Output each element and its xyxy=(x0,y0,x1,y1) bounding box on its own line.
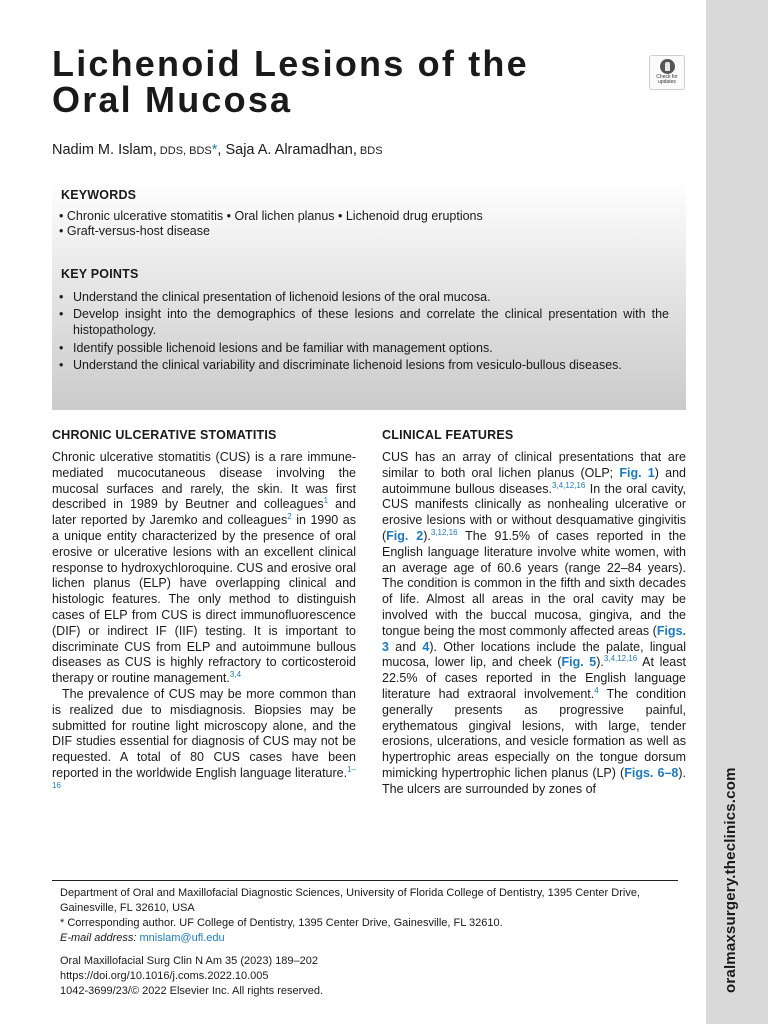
right-column xyxy=(382,428,686,798)
text-run: ) and autoimmune bullous diseases. xyxy=(382,465,686,496)
key-points-list xyxy=(59,290,669,375)
journal-info xyxy=(60,954,680,999)
reference-link[interactable]: 2 xyxy=(287,512,292,522)
key-point-item: • Understand the clinical variability and discriminate lichenoid lesions from vesiculo-bullous diseases. xyxy=(59,358,669,374)
affiliation-note: Department of Oral and Maxillofacial Diagnostic Sciences, University of Florida College of Dentistry, 1395 Center Drive, Gainesville, FL 32610, USA xyxy=(60,887,640,914)
text-run: In the oral cavity, CUS manifests clinically as nonhealing ulcerative or erosive lesions with or without desquamative gingivitis ( xyxy=(382,481,686,543)
keywords-keypoints-box xyxy=(52,180,686,410)
key-points-heading: KEY POINTS xyxy=(61,267,139,281)
section-heading-cus: CHRONIC ULCERATIVE STOMATITIS xyxy=(52,428,277,442)
doi-link[interactable]: https://doi.org/10.1016/j.coms.2022.10.005 xyxy=(60,970,269,982)
author-2-degrees: BDS xyxy=(356,145,383,157)
figure-link[interactable]: Fig. 2 xyxy=(386,528,424,543)
reference-link[interactable]: 3,4,12,16 xyxy=(603,654,638,664)
author-1-name: Nadim M. Islam, xyxy=(52,142,157,158)
key-point-item: • Develop insight into the demographics of these lesions and correlate the clinical presentation with the histopathology. xyxy=(59,307,669,339)
clinical-features-paragraph xyxy=(382,450,686,798)
keywords-heading: KEYWORDS xyxy=(61,188,137,202)
citation-line: Oral Maxillofacial Surg Clin N Am 35 (2023) 189–202 xyxy=(60,955,319,967)
email-link[interactable]: mnislam@ufl.edu xyxy=(139,932,225,944)
text-run: Chronic ulcerative stomatitis (CUS) is a rare immune-mediated mucocutaneous disease involving the mucosal surfaces and rarely, the skin. It was first described in 1989 by Beutner and colleagues xyxy=(52,450,356,512)
cus-paragraph-1 xyxy=(52,450,356,687)
text-run: and xyxy=(388,639,423,654)
text-run: ). xyxy=(596,655,604,670)
key-point-item: • Understand the clinical presentation of lichenoid lesions of the oral mucosa. xyxy=(59,290,669,306)
reference-link[interactable]: 3,4 xyxy=(229,670,242,680)
title-line-1: Lichenoid Lesions of the xyxy=(52,43,529,84)
text-run: The condition generally presents as progressive painful, erythematous gingival lesions, with large, tender erosions, ulcerations, and vesicle formation as well as hypertrophic areas especially on the tongue dorsum mimicking hypertrophic lichen planus (LP) ( xyxy=(382,686,686,780)
keywords-line-1: • Chronic ulcerative stomatitis • Oral lichen planus • Lichenoid drug eruptions xyxy=(59,209,483,223)
author-1-degrees: DDS, BDS xyxy=(156,145,212,157)
journal-website: oralmaxsurgery.theclinics.com xyxy=(722,767,739,993)
key-point-item: • Identify possible lichenoid lesions and be familiar with management options. xyxy=(59,341,669,357)
corresponding-mark[interactable]: * xyxy=(211,142,218,158)
figure-link[interactable]: 4 xyxy=(422,639,430,654)
text-run: ). Other locations include the palate, lingual mucosa, lower lip, and cheek ( xyxy=(382,639,686,670)
text-run: ). xyxy=(423,528,431,543)
text-run: in 1990 as a unique entity characterized by the presence of oral erosive or ulcerative lesions with an excellent clinical response to hydroxychloroquine. CUS and erosive oral lichen planus (ELP) have overlapping clinical and histologic features. The only method to distinguish cases of ELP from CUS is direct immunofluorescence (DIF) or indirect IF (IIF) testing. It is important to discriminate CUS from ELP and autoimmune bullous diseases as CUS is highly refractory to corticosteroid therapy or routine management. xyxy=(52,513,356,686)
title-line-2: Oral Mucosa xyxy=(52,79,293,120)
email-label: E-mail address: xyxy=(60,932,137,944)
text-run: and later reported by Jaremko and colleagues xyxy=(52,497,356,528)
reference-link[interactable]: 3,4,12,16 xyxy=(551,480,586,490)
text-run: At least 22.5% of cases reported in the English language literature had extraoral involvement. xyxy=(382,655,686,701)
figure-link[interactable]: Figs. 3 xyxy=(382,623,686,654)
keywords-line-2: • Graft-versus-host disease xyxy=(59,224,210,238)
figure-link[interactable]: Figs. 6–8 xyxy=(624,765,679,780)
reference-link[interactable]: 4 xyxy=(594,685,599,695)
footnotes xyxy=(60,886,680,946)
check-for-updates-badge[interactable] xyxy=(649,55,685,90)
reference-link[interactable]: 1 xyxy=(323,496,329,506)
author-list xyxy=(52,142,383,158)
corresponding-author-note: * Corresponding author. UF College of Dentistry, 1395 Center Drive, Gainesville, FL 32610. xyxy=(60,917,503,929)
email-line xyxy=(60,931,680,946)
crossmark-label-2: updates xyxy=(658,79,676,85)
text-run: ). The ulcers are surrounded by zones of xyxy=(382,765,687,796)
copyright-line: 1042-3699/23/© 2022 Elsevier Inc. All rights reserved. xyxy=(60,985,324,997)
article-title xyxy=(52,43,612,120)
crossmark-icon xyxy=(660,59,675,74)
author-2-name: , Saja A. Alramadhan, xyxy=(217,142,357,158)
text-run: The 91.5% of cases reported in the English language literature involve white women, with an average age of 60.6 years (range 22–84 years). The condition is common in the fifth and sixth decades of life. Almost all areas in the oral cavity may be involved with the buccal mucosa, gingiva, and the tongue being the most commonly affected areas ( xyxy=(382,528,686,638)
left-column xyxy=(52,428,356,798)
text-run: CUS has an array of clinical presentations that are similar to both oral lichen planus (OLP; xyxy=(382,450,686,480)
cus-paragraph-2 xyxy=(52,687,356,798)
reference-link[interactable]: 1–16 xyxy=(52,764,356,790)
figure-link[interactable]: Fig. 5 xyxy=(561,655,597,670)
crossmark-label-1: Check for xyxy=(656,74,678,80)
section-heading-clinical-features: CLINICAL FEATURES xyxy=(382,428,514,442)
text-run: The prevalence of CUS may be more common than is realized due to misdiagnosis. Biopsies may be submitted for routine light microscopy alone, and the DIF studies essential for diagnosis of CUS may not be requested. A total of 80 CUS cases have been reported in the worldwide English language literature. xyxy=(52,686,356,780)
reference-link[interactable]: 3,12,16 xyxy=(430,527,458,537)
figure-link[interactable]: Fig. 1 xyxy=(619,465,655,480)
footer-divider xyxy=(52,880,678,881)
